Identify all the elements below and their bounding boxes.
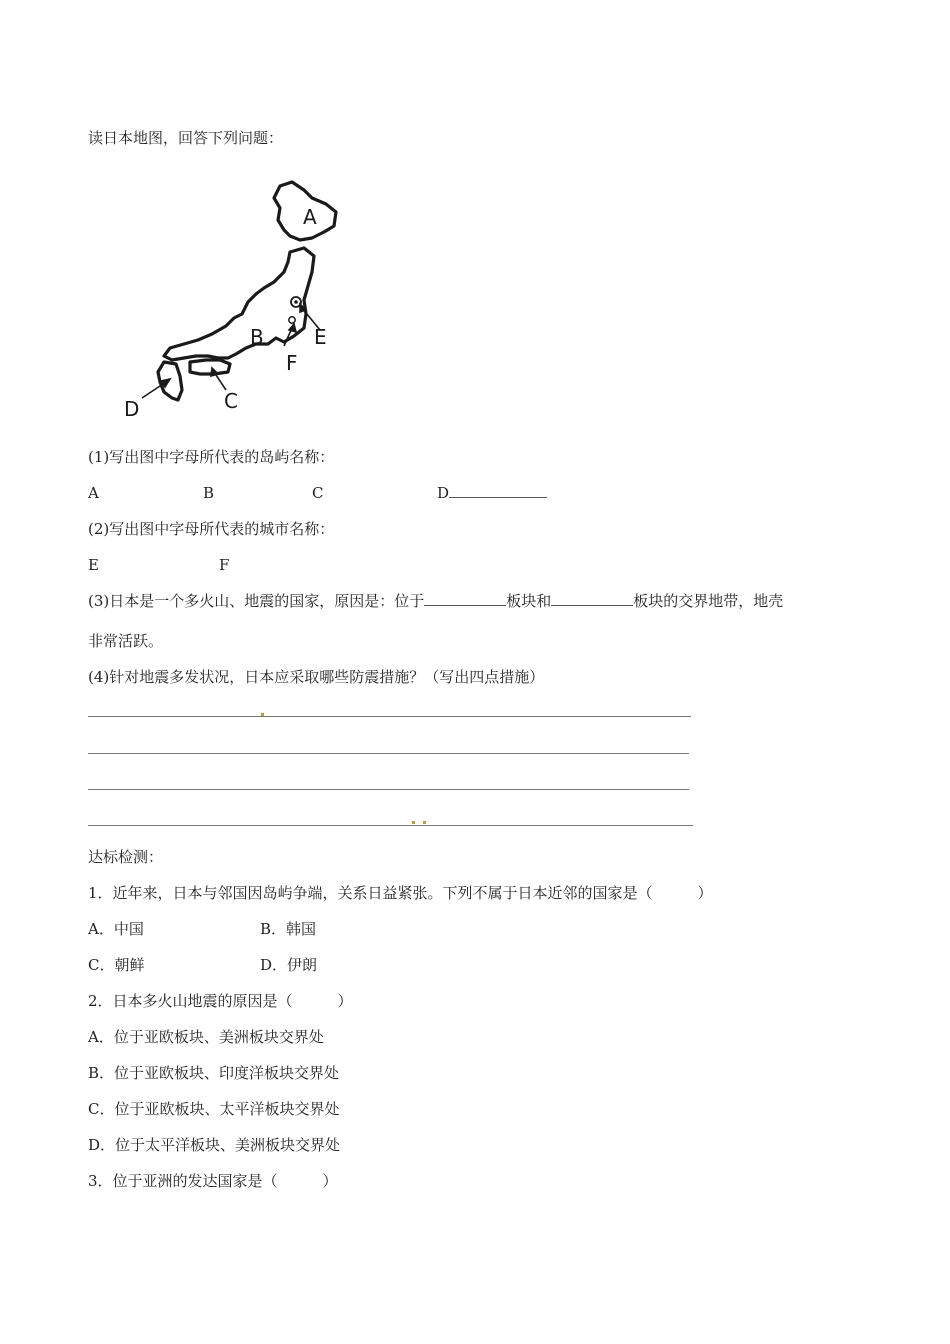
q1-label-a: A [88,484,99,502]
mc1-option-d[interactable]: D．伊朗 [260,956,318,974]
q4-answer-line-3[interactable] [88,789,689,790]
mc2-option-b[interactable]: B．位于亚欧板块、印度洋板块交界处 [88,1064,340,1082]
mc2-option-a[interactable]: A．位于亚欧板块、美洲板块交界处 [88,1028,324,1046]
q3-line2: 非常活跃。 [88,632,164,650]
map-label-f: F [286,351,298,375]
q1-label-b: B [203,484,215,502]
q3-blank-2[interactable] [551,591,633,606]
mc2-option-c[interactable]: C．位于亚欧板块、太平洋板块交界处 [88,1100,340,1118]
q1-blank-d[interactable] [449,483,547,498]
mc3-stem: 3．位于亚洲的发达国家是（ ） [88,1172,338,1190]
q4-answer-line-2[interactable] [88,753,689,754]
speck-2 [412,821,415,824]
mc1-option-a[interactable]: A．中国 [88,920,144,938]
q1-label-d-text: D [437,484,450,502]
island-c-outline [190,360,230,374]
q2-text: (2)写出图中字母所代表的城市名称： [88,520,335,538]
mc2-option-d[interactable]: D．位于太平洋板块、美洲板块交界处 [88,1136,341,1154]
q1-label-d [437,483,547,503]
city-e-marker-inner [294,300,298,304]
q3-part1: (3)日本是一个多火山、地震的国家，原因是：位于 [88,592,425,610]
mc2-stem: 2．日本多火山地震的原因是（ ） [88,992,353,1010]
q4-answer-line-4[interactable] [88,825,693,826]
mc1-option-b[interactable]: B．韩国 [260,920,317,938]
q3-line1 [88,591,783,611]
q4-text: (4)针对地震多发状况，日本应采取哪些防震措施？（写出四点措施） [88,668,545,686]
q1-label-c: C [312,484,324,502]
q3-blank-1[interactable] [424,591,506,606]
q2-label-f: F [219,556,230,574]
map-label-e: E [314,325,327,349]
q3-part3: 板块的交界地带，地壳 [633,592,784,610]
section-title: 达标检测： [88,848,164,866]
speck-3 [423,821,426,824]
map-label-c: C [224,389,238,413]
q2-label-e: E [88,556,99,574]
intro-text: 读日本地图，回答下列问题： [88,129,284,147]
japan-map [108,176,348,426]
q1-text: (1)写出图中字母所代表的岛屿名称： [88,448,335,466]
mc1-option-c[interactable]: C．朝鲜 [88,956,145,974]
mc1-stem: 1．近年来，日本与邻国因岛屿争端，关系日益紧张。下列不属于日本近邻的国家是（ ） [88,884,713,902]
map-label-b: B [250,325,264,349]
city-f-marker [289,317,295,323]
map-label-d: D [124,397,140,421]
q4-answer-line-1[interactable] [88,716,691,717]
map-label-a: A [303,205,317,229]
q3-part2: 板块和 [506,592,552,610]
speck-1 [261,713,264,716]
